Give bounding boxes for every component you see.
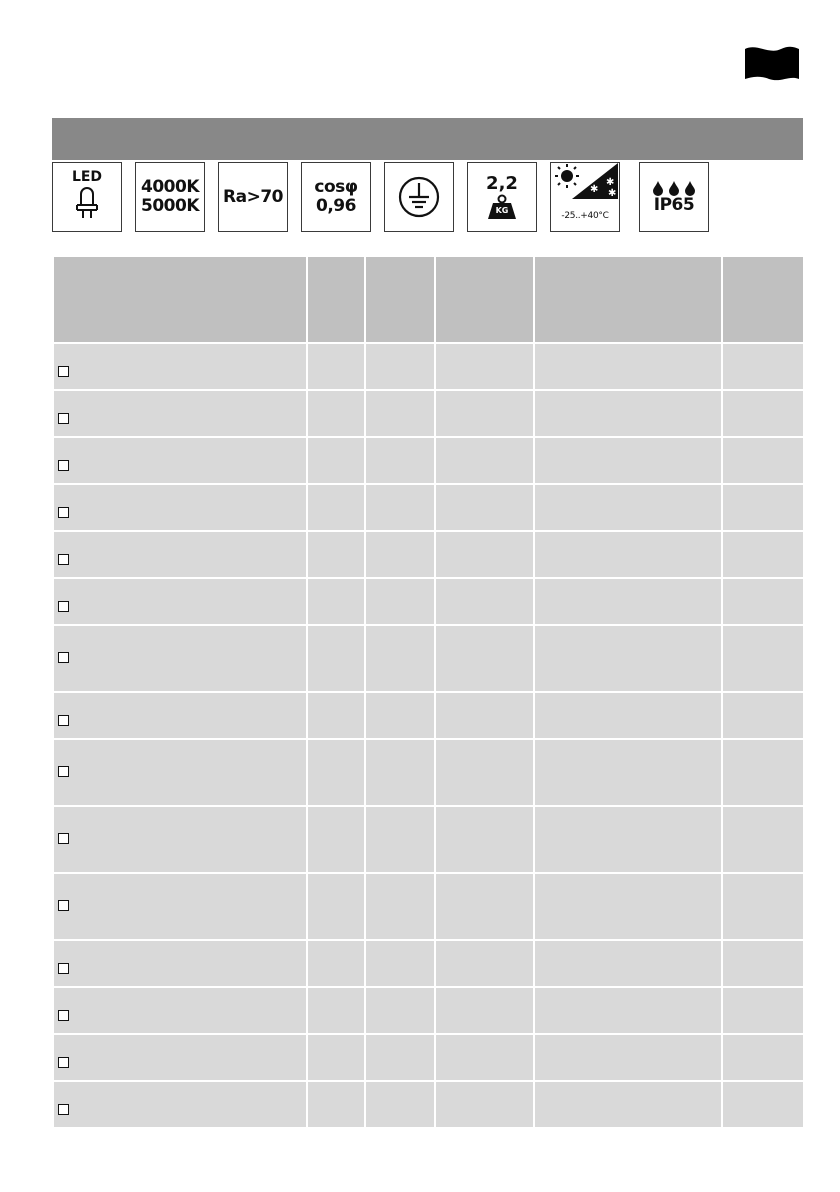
table-cell (435, 692, 534, 739)
table-cell (534, 484, 722, 531)
table-cell (307, 987, 365, 1034)
table-cell (435, 873, 534, 940)
product-cell (53, 873, 307, 940)
select-checkbox[interactable] (58, 963, 69, 974)
table-cell (435, 484, 534, 531)
table-cell (534, 578, 722, 625)
table-cell (365, 987, 435, 1034)
product-cell (53, 987, 307, 1034)
table-row (53, 625, 804, 692)
product-cell (53, 806, 307, 873)
select-checkbox[interactable] (58, 460, 69, 471)
led-icon (52, 162, 122, 232)
table-cell (534, 1034, 722, 1081)
table-cell (307, 692, 365, 739)
product-cell (53, 484, 307, 531)
table-cell (307, 390, 365, 437)
product-cell (53, 531, 307, 578)
color-temp-line1: 4000K (141, 177, 199, 197)
table-cell (534, 739, 722, 806)
product-cell (53, 940, 307, 987)
table-header-row (53, 256, 804, 343)
table-cell (722, 940, 804, 987)
temperature-range-label: -25..+40°C (561, 211, 609, 221)
table-cell (307, 806, 365, 873)
table-cell (435, 437, 534, 484)
table-cell (534, 437, 722, 484)
table-header-cell (435, 256, 534, 343)
product-cell (53, 390, 307, 437)
table-header-cell (722, 256, 804, 343)
product-cell (53, 1034, 307, 1081)
table-header-cell (307, 256, 365, 343)
table-cell (307, 625, 365, 692)
table-cell (435, 531, 534, 578)
table-cell (722, 625, 804, 692)
ip-rating-icon (639, 162, 709, 232)
flag-icon (743, 43, 801, 83)
table-cell (722, 578, 804, 625)
product-table (52, 255, 803, 1129)
table-cell (365, 578, 435, 625)
table-header-cell (534, 256, 722, 343)
table-header-cell (365, 256, 435, 343)
product-cell (53, 625, 307, 692)
table-cell (722, 531, 804, 578)
product-cell (53, 1081, 307, 1128)
table-row (53, 739, 804, 806)
table-cell (435, 739, 534, 806)
table-cell (307, 940, 365, 987)
table-cell (365, 437, 435, 484)
table-cell (307, 578, 365, 625)
table-cell (307, 437, 365, 484)
table-cell (307, 739, 365, 806)
product-cell (53, 578, 307, 625)
select-checkbox[interactable] (58, 652, 69, 663)
power-factor-label: cosφ (314, 177, 358, 197)
table-cell (534, 625, 722, 692)
table-cell (534, 987, 722, 1034)
cri-icon (218, 162, 288, 232)
protective-earth-icon (397, 175, 441, 219)
table-row (53, 437, 804, 484)
table-cell (722, 1081, 804, 1128)
table-cell (435, 625, 534, 692)
select-checkbox[interactable] (58, 366, 69, 377)
weight-unit: KG (495, 206, 509, 215)
weight-value: 2,2 (486, 173, 518, 194)
table-cell (365, 1081, 435, 1128)
select-checkbox[interactable] (58, 900, 69, 911)
table-cell (365, 940, 435, 987)
table-cell (722, 806, 804, 873)
table-cell (435, 578, 534, 625)
table-cell (722, 484, 804, 531)
led-label: LED (71, 169, 103, 185)
ip-rating-label: IP65 (653, 194, 695, 215)
product-cell (53, 343, 307, 390)
table-cell (722, 343, 804, 390)
table-row (53, 806, 804, 873)
power-factor-icon (301, 162, 371, 232)
temperature-range-icon (550, 162, 620, 232)
select-checkbox[interactable] (58, 413, 69, 424)
water-drops-icon (650, 180, 698, 196)
select-checkbox[interactable] (58, 507, 69, 518)
table-cell (365, 531, 435, 578)
table-cell (365, 625, 435, 692)
table-row (53, 390, 804, 437)
select-checkbox[interactable] (58, 833, 69, 844)
table-cell (534, 343, 722, 390)
table-cell (722, 873, 804, 940)
table-cell (365, 739, 435, 806)
table-cell (435, 343, 534, 390)
table-row (53, 1081, 804, 1128)
weight-icon (467, 162, 537, 232)
table-row (53, 578, 804, 625)
table-cell (365, 1034, 435, 1081)
product-cell (53, 692, 307, 739)
table-row (53, 1034, 804, 1081)
table-cell (722, 1034, 804, 1081)
product-cell (53, 739, 307, 806)
table-row (53, 692, 804, 739)
table-cell (307, 343, 365, 390)
table-cell (534, 531, 722, 578)
table-cell (365, 390, 435, 437)
table-cell (307, 873, 365, 940)
table-row (53, 343, 804, 390)
table-cell (534, 1081, 722, 1128)
table-cell (722, 437, 804, 484)
svg-text:✱: ✱ (606, 177, 615, 188)
table-cell (307, 1081, 365, 1128)
table-header-cell (53, 256, 307, 343)
table-row (53, 987, 804, 1034)
cri-label: Ra>70 (223, 186, 283, 207)
select-checkbox[interactable] (58, 601, 69, 612)
power-factor-value: 0,96 (316, 196, 356, 216)
svg-text:✱: ✱ (596, 167, 605, 178)
color-temp-line2: 5000K (141, 196, 199, 216)
table-cell (365, 484, 435, 531)
table-cell (435, 987, 534, 1034)
table-cell (435, 1081, 534, 1128)
table-cell (722, 692, 804, 739)
spec-icons-row (52, 160, 752, 234)
color-temperature-icon (135, 162, 205, 232)
sun-snow-icon (552, 163, 618, 209)
select-checkbox[interactable] (58, 1057, 69, 1068)
table-cell (307, 1034, 365, 1081)
table-cell (307, 531, 365, 578)
table-cell (534, 940, 722, 987)
weight-kettlebell-icon (487, 194, 517, 220)
table-row (53, 484, 804, 531)
table-cell (435, 806, 534, 873)
select-checkbox[interactable] (58, 766, 69, 777)
ground-symbol-icon (384, 162, 454, 232)
select-checkbox[interactable] (58, 1104, 69, 1115)
table-cell (722, 390, 804, 437)
table-cell (365, 806, 435, 873)
svg-text:✱: ✱ (608, 188, 617, 199)
table-cell (435, 390, 534, 437)
table-row (53, 873, 804, 940)
table-cell (722, 987, 804, 1034)
table-row (53, 531, 804, 578)
table-cell (534, 806, 722, 873)
table-cell (365, 873, 435, 940)
table-cell (534, 692, 722, 739)
led-bulb-icon (74, 185, 100, 219)
table-cell (534, 390, 722, 437)
table-cell (307, 484, 365, 531)
select-checkbox[interactable] (58, 1010, 69, 1021)
table-row (53, 940, 804, 987)
select-checkbox[interactable] (58, 715, 69, 726)
header-band (52, 118, 803, 160)
select-checkbox[interactable] (58, 554, 69, 565)
table-cell (435, 1034, 534, 1081)
product-cell (53, 437, 307, 484)
table-cell (365, 692, 435, 739)
table-cell (534, 873, 722, 940)
svg-text:✱: ✱ (590, 184, 599, 195)
table-cell (365, 343, 435, 390)
table-cell (435, 940, 534, 987)
table-cell (722, 739, 804, 806)
